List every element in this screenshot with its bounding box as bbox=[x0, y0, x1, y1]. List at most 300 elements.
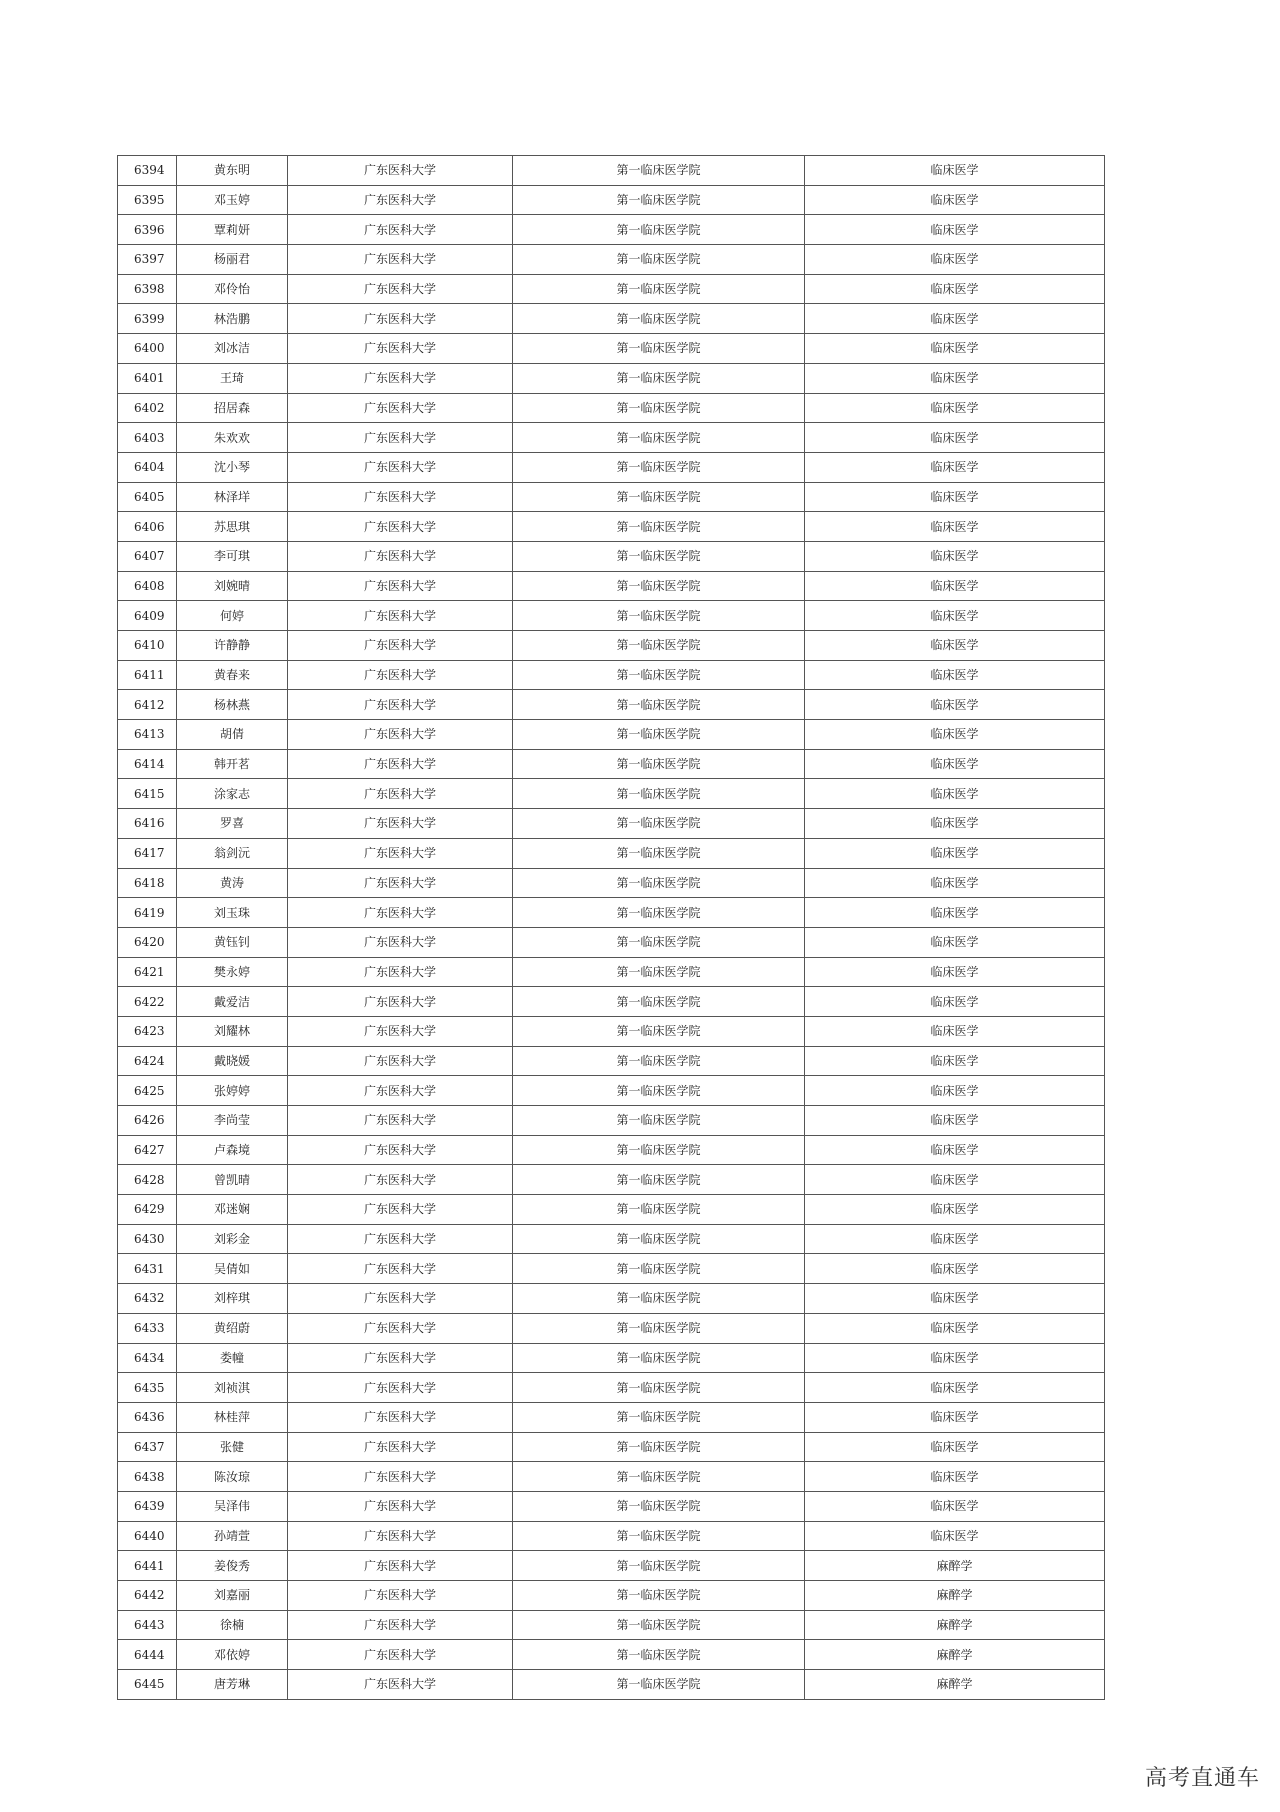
university-cell: 广东医科大学 bbox=[288, 957, 513, 987]
major-cell: 临床医学 bbox=[805, 779, 1105, 809]
major-cell: 临床医学 bbox=[805, 1106, 1105, 1136]
row-number-cell: 6400 bbox=[118, 334, 177, 364]
university-cell: 广东医科大学 bbox=[288, 631, 513, 661]
college-cell: 第一临床医学院 bbox=[513, 1165, 805, 1195]
college-cell: 第一临床医学院 bbox=[513, 571, 805, 601]
row-number-cell: 6440 bbox=[118, 1521, 177, 1551]
name-cell: 刘玉珠 bbox=[177, 898, 288, 928]
major-cell: 临床医学 bbox=[805, 957, 1105, 987]
table-row bbox=[118, 1432, 1105, 1462]
row-number-cell: 6429 bbox=[118, 1195, 177, 1225]
table-row bbox=[118, 334, 1105, 364]
row-number-cell: 6417 bbox=[118, 838, 177, 868]
university-cell: 广东医科大学 bbox=[288, 1343, 513, 1373]
name-cell: 刘梓琪 bbox=[177, 1284, 288, 1314]
major-cell: 临床医学 bbox=[805, 1373, 1105, 1403]
name-cell: 苏思琪 bbox=[177, 512, 288, 542]
major-cell: 临床医学 bbox=[805, 1432, 1105, 1462]
table-row bbox=[118, 720, 1105, 750]
row-number-cell: 6423 bbox=[118, 1016, 177, 1046]
table-row bbox=[118, 363, 1105, 393]
name-cell: 徐楠 bbox=[177, 1610, 288, 1640]
major-cell: 临床医学 bbox=[805, 304, 1105, 334]
college-cell: 第一临床医学院 bbox=[513, 452, 805, 482]
name-cell: 张健 bbox=[177, 1432, 288, 1462]
roster-body bbox=[118, 156, 1105, 1700]
row-number-cell: 6428 bbox=[118, 1165, 177, 1195]
table-row bbox=[118, 660, 1105, 690]
university-cell: 广东医科大学 bbox=[288, 749, 513, 779]
university-cell: 广东医科大学 bbox=[288, 720, 513, 750]
name-cell: 罗喜 bbox=[177, 809, 288, 839]
college-cell: 第一临床医学院 bbox=[513, 1284, 805, 1314]
college-cell: 第一临床医学院 bbox=[513, 987, 805, 1017]
table-row bbox=[118, 1106, 1105, 1136]
university-cell: 广东医科大学 bbox=[288, 1462, 513, 1492]
name-cell: 卢森境 bbox=[177, 1135, 288, 1165]
university-cell: 广东医科大学 bbox=[288, 1521, 513, 1551]
college-cell: 第一临床医学院 bbox=[513, 868, 805, 898]
table-row bbox=[118, 838, 1105, 868]
name-cell: 黄春来 bbox=[177, 660, 288, 690]
college-cell: 第一临床医学院 bbox=[513, 512, 805, 542]
watermark-logo-text: 高考直通车 bbox=[1144, 1766, 1260, 1791]
college-cell: 第一临床医学院 bbox=[513, 720, 805, 750]
major-cell: 临床医学 bbox=[805, 720, 1105, 750]
college-cell: 第一临床医学院 bbox=[513, 779, 805, 809]
major-cell: 麻醉学 bbox=[805, 1551, 1105, 1581]
name-cell: 刘嘉丽 bbox=[177, 1581, 288, 1611]
row-number-cell: 6409 bbox=[118, 601, 177, 631]
university-cell: 广东医科大学 bbox=[288, 334, 513, 364]
major-cell: 临床医学 bbox=[805, 749, 1105, 779]
row-number-cell: 6438 bbox=[118, 1462, 177, 1492]
college-cell: 第一临床医学院 bbox=[513, 809, 805, 839]
university-cell: 广东医科大学 bbox=[288, 423, 513, 453]
row-number-cell: 6434 bbox=[118, 1343, 177, 1373]
college-cell: 第一临床医学院 bbox=[513, 393, 805, 423]
university-cell: 广东医科大学 bbox=[288, 304, 513, 334]
row-number-cell: 6399 bbox=[118, 304, 177, 334]
university-cell: 广东医科大学 bbox=[288, 1432, 513, 1462]
table-row bbox=[118, 1581, 1105, 1611]
row-number-cell: 6443 bbox=[118, 1610, 177, 1640]
name-cell: 林桂萍 bbox=[177, 1402, 288, 1432]
college-cell: 第一临床医学院 bbox=[513, 898, 805, 928]
university-cell: 广东医科大学 bbox=[288, 838, 513, 868]
row-number-cell: 6411 bbox=[118, 660, 177, 690]
college-cell: 第一临床医学院 bbox=[513, 1046, 805, 1076]
table-row bbox=[118, 245, 1105, 275]
table-row bbox=[118, 1462, 1105, 1492]
university-cell: 广东医科大学 bbox=[288, 1581, 513, 1611]
college-cell: 第一临床医学院 bbox=[513, 1224, 805, 1254]
university-cell: 广东医科大学 bbox=[288, 1491, 513, 1521]
table-row bbox=[118, 1046, 1105, 1076]
row-number-cell: 6427 bbox=[118, 1135, 177, 1165]
university-cell: 广东医科大学 bbox=[288, 1135, 513, 1165]
university-cell: 广东医科大学 bbox=[288, 1402, 513, 1432]
college-cell: 第一临床医学院 bbox=[513, 1491, 805, 1521]
college-cell: 第一临床医学院 bbox=[513, 601, 805, 631]
row-number-cell: 6406 bbox=[118, 512, 177, 542]
college-cell: 第一临床医学院 bbox=[513, 631, 805, 661]
name-cell: 林浩鹏 bbox=[177, 304, 288, 334]
name-cell: 许静静 bbox=[177, 631, 288, 661]
table-row bbox=[118, 215, 1105, 245]
row-number-cell: 6396 bbox=[118, 215, 177, 245]
table-row bbox=[118, 541, 1105, 571]
row-number-cell: 6408 bbox=[118, 571, 177, 601]
table-row bbox=[118, 1491, 1105, 1521]
major-cell: 临床医学 bbox=[805, 363, 1105, 393]
college-cell: 第一临床医学院 bbox=[513, 1581, 805, 1611]
table-row bbox=[118, 1373, 1105, 1403]
name-cell: 黄绍蔚 bbox=[177, 1313, 288, 1343]
table-row bbox=[118, 156, 1105, 186]
university-cell: 广东医科大学 bbox=[288, 363, 513, 393]
name-cell: 刘祯淇 bbox=[177, 1373, 288, 1403]
name-cell: 邓玉婷 bbox=[177, 185, 288, 215]
row-number-cell: 6441 bbox=[118, 1551, 177, 1581]
major-cell: 临床医学 bbox=[805, 631, 1105, 661]
major-cell: 临床医学 bbox=[805, 1402, 1105, 1432]
table-row bbox=[118, 274, 1105, 304]
college-cell: 第一临床医学院 bbox=[513, 927, 805, 957]
name-cell: 翁剑沅 bbox=[177, 838, 288, 868]
table-row bbox=[118, 1016, 1105, 1046]
university-cell: 广东医科大学 bbox=[288, 393, 513, 423]
table-row bbox=[118, 1551, 1105, 1581]
table-row bbox=[118, 423, 1105, 453]
row-number-cell: 6426 bbox=[118, 1106, 177, 1136]
university-cell: 广东医科大学 bbox=[288, 512, 513, 542]
university-cell: 广东医科大学 bbox=[288, 1254, 513, 1284]
table-row bbox=[118, 512, 1105, 542]
university-cell: 广东医科大学 bbox=[288, 185, 513, 215]
university-cell: 广东医科大学 bbox=[288, 452, 513, 482]
name-cell: 邓伶怡 bbox=[177, 274, 288, 304]
major-cell: 临床医学 bbox=[805, 1195, 1105, 1225]
table-row bbox=[118, 1313, 1105, 1343]
major-cell: 临床医学 bbox=[805, 1284, 1105, 1314]
table-row bbox=[118, 898, 1105, 928]
college-cell: 第一临床医学院 bbox=[513, 957, 805, 987]
major-cell: 临床医学 bbox=[805, 690, 1105, 720]
university-cell: 广东医科大学 bbox=[288, 156, 513, 186]
name-cell: 刘耀林 bbox=[177, 1016, 288, 1046]
university-cell: 广东医科大学 bbox=[288, 215, 513, 245]
major-cell: 临床医学 bbox=[805, 1491, 1105, 1521]
table-row bbox=[118, 690, 1105, 720]
university-cell: 广东医科大学 bbox=[288, 779, 513, 809]
table-row bbox=[118, 185, 1105, 215]
table-row bbox=[118, 601, 1105, 631]
major-cell: 临床医学 bbox=[805, 1165, 1105, 1195]
table-row bbox=[118, 1076, 1105, 1106]
university-cell: 广东医科大学 bbox=[288, 1640, 513, 1670]
college-cell: 第一临床医学院 bbox=[513, 1254, 805, 1284]
university-cell: 广东医科大学 bbox=[288, 1224, 513, 1254]
table-row bbox=[118, 987, 1105, 1017]
row-number-cell: 6421 bbox=[118, 957, 177, 987]
university-cell: 广东医科大学 bbox=[288, 482, 513, 512]
major-cell: 临床医学 bbox=[805, 185, 1105, 215]
table-row bbox=[118, 1670, 1105, 1700]
name-cell: 韩开茗 bbox=[177, 749, 288, 779]
row-number-cell: 6418 bbox=[118, 868, 177, 898]
row-number-cell: 6436 bbox=[118, 1402, 177, 1432]
major-cell: 麻醉学 bbox=[805, 1640, 1105, 1670]
name-cell: 陈汝琼 bbox=[177, 1462, 288, 1492]
row-number-cell: 6432 bbox=[118, 1284, 177, 1314]
major-cell: 临床医学 bbox=[805, 274, 1105, 304]
table-row bbox=[118, 749, 1105, 779]
row-number-cell: 6416 bbox=[118, 809, 177, 839]
student-roster-table bbox=[117, 155, 1105, 1700]
table-row bbox=[118, 1195, 1105, 1225]
name-cell: 刘冰洁 bbox=[177, 334, 288, 364]
college-cell: 第一临床医学院 bbox=[513, 482, 805, 512]
row-number-cell: 6397 bbox=[118, 245, 177, 275]
major-cell: 临床医学 bbox=[805, 482, 1105, 512]
college-cell: 第一临床医学院 bbox=[513, 1670, 805, 1700]
name-cell: 唐芳琳 bbox=[177, 1670, 288, 1700]
major-cell: 临床医学 bbox=[805, 156, 1105, 186]
row-number-cell: 6410 bbox=[118, 631, 177, 661]
major-cell: 临床医学 bbox=[805, 512, 1105, 542]
name-cell: 刘婉晴 bbox=[177, 571, 288, 601]
name-cell: 邓迷娴 bbox=[177, 1195, 288, 1225]
college-cell: 第一临床医学院 bbox=[513, 334, 805, 364]
university-cell: 广东医科大学 bbox=[288, 927, 513, 957]
table-row bbox=[118, 779, 1105, 809]
table-row bbox=[118, 868, 1105, 898]
university-cell: 广东医科大学 bbox=[288, 274, 513, 304]
major-cell: 临床医学 bbox=[805, 1254, 1105, 1284]
university-cell: 广东医科大学 bbox=[288, 1195, 513, 1225]
row-number-cell: 6395 bbox=[118, 185, 177, 215]
row-number-cell: 6422 bbox=[118, 987, 177, 1017]
row-number-cell: 6413 bbox=[118, 720, 177, 750]
table-row bbox=[118, 482, 1105, 512]
table-row bbox=[118, 1254, 1105, 1284]
name-cell: 涂家志 bbox=[177, 779, 288, 809]
university-cell: 广东医科大学 bbox=[288, 809, 513, 839]
name-cell: 邓依婷 bbox=[177, 1640, 288, 1670]
row-number-cell: 6412 bbox=[118, 690, 177, 720]
major-cell: 临床医学 bbox=[805, 838, 1105, 868]
table-row bbox=[118, 304, 1105, 334]
major-cell: 临床医学 bbox=[805, 1046, 1105, 1076]
major-cell: 临床医学 bbox=[805, 987, 1105, 1017]
table-row bbox=[118, 631, 1105, 661]
name-cell: 黄东明 bbox=[177, 156, 288, 186]
major-cell: 临床医学 bbox=[805, 452, 1105, 482]
row-number-cell: 6414 bbox=[118, 749, 177, 779]
table-row bbox=[118, 927, 1105, 957]
major-cell: 临床医学 bbox=[805, 660, 1105, 690]
name-cell: 戴爱洁 bbox=[177, 987, 288, 1017]
major-cell: 临床医学 bbox=[805, 1521, 1105, 1551]
college-cell: 第一临床医学院 bbox=[513, 1551, 805, 1581]
row-number-cell: 6444 bbox=[118, 1640, 177, 1670]
name-cell: 娄幢 bbox=[177, 1343, 288, 1373]
college-cell: 第一临床医学院 bbox=[513, 1343, 805, 1373]
university-cell: 广东医科大学 bbox=[288, 571, 513, 601]
college-cell: 第一临床医学院 bbox=[513, 423, 805, 453]
name-cell: 林泽垟 bbox=[177, 482, 288, 512]
name-cell: 杨丽君 bbox=[177, 245, 288, 275]
major-cell: 临床医学 bbox=[805, 1313, 1105, 1343]
college-cell: 第一临床医学院 bbox=[513, 1373, 805, 1403]
university-cell: 广东医科大学 bbox=[288, 1106, 513, 1136]
university-cell: 广东医科大学 bbox=[288, 868, 513, 898]
name-cell: 刘彩金 bbox=[177, 1224, 288, 1254]
table-row bbox=[118, 1521, 1105, 1551]
college-cell: 第一临床医学院 bbox=[513, 363, 805, 393]
major-cell: 临床医学 bbox=[805, 601, 1105, 631]
university-cell: 广东医科大学 bbox=[288, 987, 513, 1017]
table-row bbox=[118, 1135, 1105, 1165]
row-number-cell: 6420 bbox=[118, 927, 177, 957]
major-cell: 临床医学 bbox=[805, 541, 1105, 571]
major-cell: 临床医学 bbox=[805, 898, 1105, 928]
table-row bbox=[118, 1402, 1105, 1432]
name-cell: 朱欢欢 bbox=[177, 423, 288, 453]
university-cell: 广东医科大学 bbox=[288, 541, 513, 571]
university-cell: 广东医科大学 bbox=[288, 1284, 513, 1314]
college-cell: 第一临床医学院 bbox=[513, 1462, 805, 1492]
row-number-cell: 6404 bbox=[118, 452, 177, 482]
major-cell: 临床医学 bbox=[805, 1135, 1105, 1165]
college-cell: 第一临床医学院 bbox=[513, 1313, 805, 1343]
row-number-cell: 6445 bbox=[118, 1670, 177, 1700]
college-cell: 第一临床医学院 bbox=[513, 1195, 805, 1225]
major-cell: 临床医学 bbox=[805, 1462, 1105, 1492]
name-cell: 沈小琴 bbox=[177, 452, 288, 482]
row-number-cell: 6437 bbox=[118, 1432, 177, 1462]
name-cell: 李可琪 bbox=[177, 541, 288, 571]
major-cell: 临床医学 bbox=[805, 245, 1105, 275]
major-cell: 临床医学 bbox=[805, 868, 1105, 898]
university-cell: 广东医科大学 bbox=[288, 1165, 513, 1195]
table-row bbox=[118, 1610, 1105, 1640]
college-cell: 第一临床医学院 bbox=[513, 1432, 805, 1462]
row-number-cell: 6398 bbox=[118, 274, 177, 304]
major-cell: 临床医学 bbox=[805, 927, 1105, 957]
college-cell: 第一临床医学院 bbox=[513, 1640, 805, 1670]
row-number-cell: 6431 bbox=[118, 1254, 177, 1284]
name-cell: 李尚莹 bbox=[177, 1106, 288, 1136]
row-number-cell: 6442 bbox=[118, 1581, 177, 1611]
row-number-cell: 6407 bbox=[118, 541, 177, 571]
row-number-cell: 6439 bbox=[118, 1491, 177, 1521]
college-cell: 第一临床医学院 bbox=[513, 541, 805, 571]
name-cell: 黄涛 bbox=[177, 868, 288, 898]
major-cell: 临床医学 bbox=[805, 1343, 1105, 1373]
row-number-cell: 6394 bbox=[118, 156, 177, 186]
university-cell: 广东医科大学 bbox=[288, 898, 513, 928]
row-number-cell: 6402 bbox=[118, 393, 177, 423]
university-cell: 广东医科大学 bbox=[288, 1016, 513, 1046]
table-row bbox=[118, 1165, 1105, 1195]
name-cell: 姜俊秀 bbox=[177, 1551, 288, 1581]
college-cell: 第一临床医学院 bbox=[513, 690, 805, 720]
university-cell: 广东医科大学 bbox=[288, 1610, 513, 1640]
table-row bbox=[118, 393, 1105, 423]
name-cell: 黄钰钊 bbox=[177, 927, 288, 957]
name-cell: 胡倩 bbox=[177, 720, 288, 750]
row-number-cell: 6403 bbox=[118, 423, 177, 453]
college-cell: 第一临床医学院 bbox=[513, 185, 805, 215]
college-cell: 第一临床医学院 bbox=[513, 304, 805, 334]
name-cell: 樊永婷 bbox=[177, 957, 288, 987]
row-number-cell: 6401 bbox=[118, 363, 177, 393]
row-number-cell: 6435 bbox=[118, 1373, 177, 1403]
university-cell: 广东医科大学 bbox=[288, 1313, 513, 1343]
major-cell: 临床医学 bbox=[805, 215, 1105, 245]
row-number-cell: 6424 bbox=[118, 1046, 177, 1076]
college-cell: 第一临床医学院 bbox=[513, 1076, 805, 1106]
college-cell: 第一临床医学院 bbox=[513, 749, 805, 779]
row-number-cell: 6419 bbox=[118, 898, 177, 928]
major-cell: 麻醉学 bbox=[805, 1581, 1105, 1611]
major-cell: 临床医学 bbox=[805, 423, 1105, 453]
college-cell: 第一临床医学院 bbox=[513, 1106, 805, 1136]
name-cell: 招居森 bbox=[177, 393, 288, 423]
table-row bbox=[118, 452, 1105, 482]
university-cell: 广东医科大学 bbox=[288, 660, 513, 690]
university-cell: 广东医科大学 bbox=[288, 1373, 513, 1403]
name-cell: 吴倩如 bbox=[177, 1254, 288, 1284]
major-cell: 临床医学 bbox=[805, 1016, 1105, 1046]
college-cell: 第一临床医学院 bbox=[513, 660, 805, 690]
table-row bbox=[118, 1640, 1105, 1670]
major-cell: 临床医学 bbox=[805, 1076, 1105, 1106]
college-cell: 第一临床医学院 bbox=[513, 1402, 805, 1432]
major-cell: 临床医学 bbox=[805, 809, 1105, 839]
university-cell: 广东医科大学 bbox=[288, 601, 513, 631]
major-cell: 麻醉学 bbox=[805, 1610, 1105, 1640]
name-cell: 吴泽伟 bbox=[177, 1491, 288, 1521]
college-cell: 第一临床医学院 bbox=[513, 245, 805, 275]
row-number-cell: 6415 bbox=[118, 779, 177, 809]
row-number-cell: 6430 bbox=[118, 1224, 177, 1254]
table-row bbox=[118, 1284, 1105, 1314]
name-cell: 张婷婷 bbox=[177, 1076, 288, 1106]
table-row bbox=[118, 1343, 1105, 1373]
college-cell: 第一临床医学院 bbox=[513, 156, 805, 186]
name-cell: 戴晓媛 bbox=[177, 1046, 288, 1076]
name-cell: 覃莉妍 bbox=[177, 215, 288, 245]
university-cell: 广东医科大学 bbox=[288, 1076, 513, 1106]
university-cell: 广东医科大学 bbox=[288, 690, 513, 720]
major-cell: 临床医学 bbox=[805, 334, 1105, 364]
major-cell: 麻醉学 bbox=[805, 1670, 1105, 1700]
university-cell: 广东医科大学 bbox=[288, 1670, 513, 1700]
name-cell: 孙靖萱 bbox=[177, 1521, 288, 1551]
college-cell: 第一临床医学院 bbox=[513, 838, 805, 868]
table-row bbox=[118, 809, 1105, 839]
college-cell: 第一临床医学院 bbox=[513, 274, 805, 304]
table-row bbox=[118, 957, 1105, 987]
table-row bbox=[118, 571, 1105, 601]
college-cell: 第一临床医学院 bbox=[513, 1610, 805, 1640]
name-cell: 曾凯晴 bbox=[177, 1165, 288, 1195]
row-number-cell: 6425 bbox=[118, 1076, 177, 1106]
college-cell: 第一临床医学院 bbox=[513, 215, 805, 245]
